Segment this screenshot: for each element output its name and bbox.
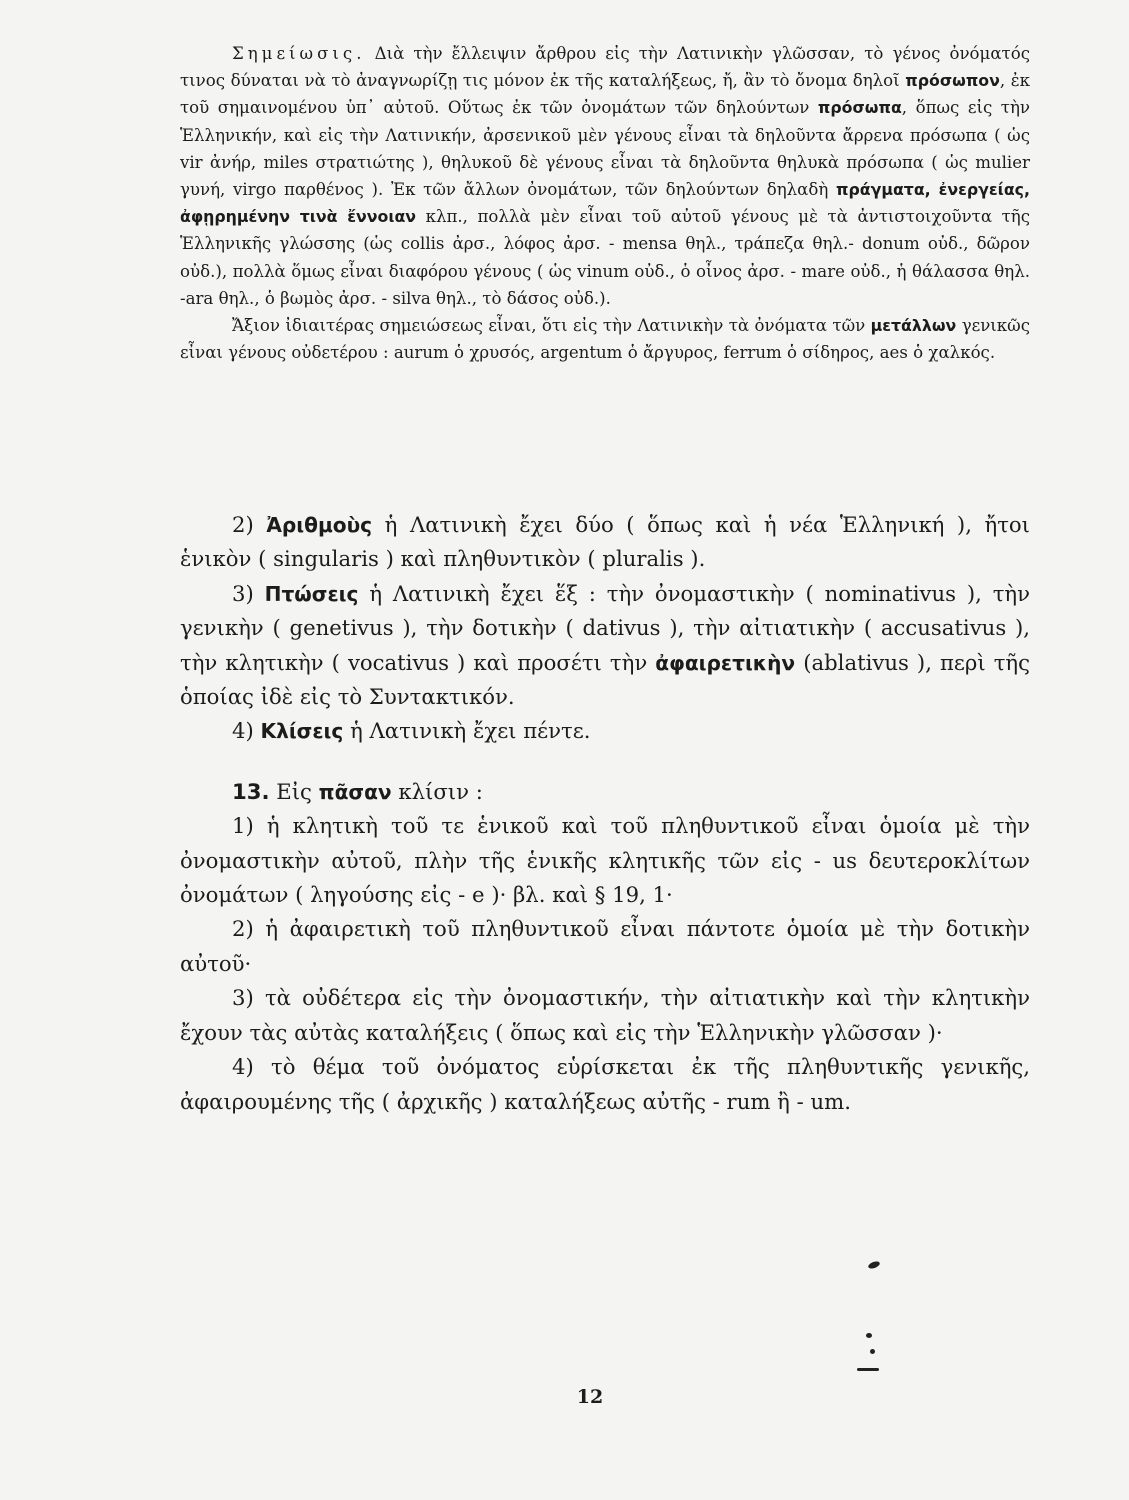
emphasis-pragmata: πράγματα, ἐνεργείας, ἀφῃρημένην τινὰ ἔννοιαν <box>180 180 1030 227</box>
emphasis-prosopon: πρόσωπον <box>905 71 1000 91</box>
main-text <box>180 508 1030 1119</box>
section-13-heading: 13. Εἰς πᾶσαν κλίσιν : <box>232 778 483 804</box>
note-heading: Σημείωσις. <box>232 44 366 63</box>
item-numbers: 2) Ἀριθμοὺς ἡ Λατινικὴ ἔχει δύο ( ὅπως καὶ ἡ νέα Ἑλληνική ), ἤτοι ἑνικὸν ( singularis ) καὶ πληθυντικὸν ( pluralis ). <box>180 512 1030 572</box>
rule-1: 1) ἡ κλητικὴ τοῦ τε ἑνικοῦ καὶ τοῦ πληθυντικοῦ εἶναι ὁμοία μὲ τὴν ὀνομαστικὴν αὐτοῦ, πλὴν τῆς ἑνικῆς κλητικῆς τῶν εἰς - us δευτεροκλίτων ὀνομάτων ( ληγούσης εἰς - e )· βλ. καὶ § 19, 1· <box>180 813 1030 908</box>
emphasis-metallon: μετάλλων <box>870 316 957 336</box>
rule-4: 4) τὸ θέμα τοῦ ὀνόματος εὑρίσκεται ἐκ τῆς πληθυντικῆς γενικῆς, ἀφαιρουμένης τῆς ( ἀρχικῆς ) καταλήξεως αὐτῆς - rum ἢ - um. <box>180 1054 1030 1114</box>
item-cases: 3) Πτώσεις ἡ Λατινικὴ ἔχει ἕξ : τὴν ὀνομαστικὴν ( nominativus ), τὴν γενικὴν ( genetivus ), τὴν δοτικὴν ( dativus ), τὴν αἰτιατικὴν ( accusativus ), τὴν κλητικὴν ( vocativus ) καὶ προσέτι τὴν ἀφαιρετικὴν (ablativus ), περὶ τῆς ὁποίας ἰδὲ εἰς τὸ Συντακτικόν. <box>180 580 1030 710</box>
ink-smudge-3 <box>870 1349 875 1354</box>
note-paragraph-2: Ἄξιον ἰδιαιτέρας σημειώσεως εἶναι, ὅτι εἰς τὴν Λατινικὴν τὰ ὀνόματα τῶν μετάλλων γενικῶς εἶναι γένους οὐδετέρου : aurum ὁ χρυσός, argentum ὁ ἄργυρος, ferrum ὁ σίδηρος, aes ὁ χαλκός. <box>180 316 1030 363</box>
rule-3: 3) τὰ οὐδέτερα εἰς τὴν ὀνομαστικήν, τὴν αἰτιατικὴν καὶ τὴν κλητικὴν ἔχουν τὰς αὐτὰς καταλήξεις ( ὅπως καὶ εἰς τὴν Ἑλληνικὴν γλῶσσαν )· <box>180 985 1030 1045</box>
note-block <box>180 40 1030 366</box>
ink-smudge-4 <box>857 1368 879 1371</box>
item-declensions: 4) Κλίσεις ἡ Λατινικὴ ἔχει πέντε. <box>232 718 591 744</box>
note-paragraph-1: Σημείωσις. Διὰ τὴν ἔλλειψιν ἄρθρου εἰς τὴν Λατινικὴν γλῶσσαν, τὸ γένος ὀνόματός τινος δύναται νὰ τὸ ἀναγνωρίζῃ τις μόνον ἐκ τῆς καταλήξεως, ἤ, ἂν τὸ ὄνομα δηλοῖ πρόσωπον, ἐκ τοῦ σημαινομένου ὑπ᾽ αὐτοῦ. Οὕτως ἐκ τῶν ὀνομάτων τῶν δηλούντων πρόσωπα, ὅπως εἰς τὴν Ἑλληνικήν, καὶ εἰς τὴν Λατινικήν, ἀρσενικοῦ μὲν γένους εἶναι τὰ δηλοῦντα ἄρρενα πρόσωπα ( ὡς vir ἀνήρ, miles στρατιώτης ), θηλυκοῦ δὲ γένους εἶναι τὰ δηλοῦντα θηλυκὰ πρόσωπα ( ὡς mulier γυνή, virgo παρθένος ). Ἐκ τῶν ἄλλων ὀνομάτων, τῶν δηλούντων δηλαδὴ πράγματα, ἐνεργείας, ἀφῃρημένην τινὰ ἔννοιαν κλπ., πολλὰ μὲν εἶναι τοῦ αὐτοῦ γένους μὲ τὰ ἀντιστοιχοῦντα τῆς Ἑλληνικῆς γλώσσης (ὡς collis ἀρσ., λόφος ἀρσ. - mensa θηλ., τράπεζα θηλ.- donum οὐδ., δῶρον οὐδ.), πολλὰ ὅμως εἶναι διαφόρου γένους ( ὡς vinum οὐδ., ὁ οἶνος ἀρσ. - mare οὐδ., ἡ θάλασσα θηλ. -ara θηλ., ὁ βωμὸς ἀρσ. - silva θηλ., τὸ δάσος οὐδ.). <box>180 44 1031 308</box>
ink-smudge-1 <box>867 1260 880 1270</box>
emphasis-prosopa: πρόσωπα <box>817 98 902 118</box>
ink-smudge-2 <box>866 1333 872 1338</box>
section-number: 13. <box>232 778 270 804</box>
rule-2: 2) ἡ ἀφαιρετικὴ τοῦ πληθυντικοῦ εἶναι πάντοτε ὁμοία μὲ τὴν δοτικὴν αὐτοῦ· <box>180 916 1030 976</box>
page-number: 12 <box>576 1386 604 1408</box>
